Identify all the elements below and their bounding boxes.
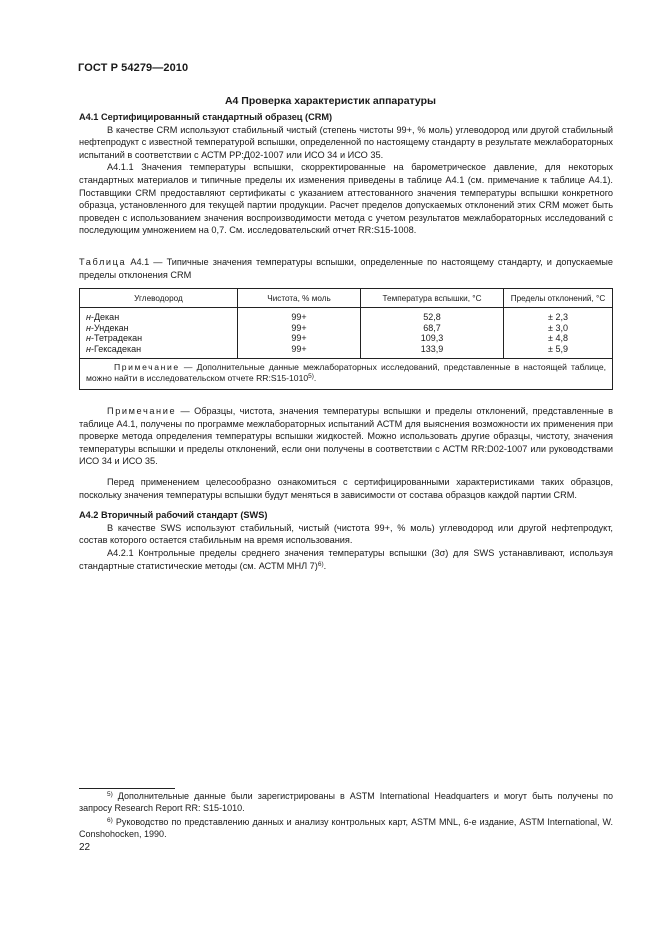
paragraph-crm-definition: В качестве CRM используют стабильный чистый (степень чистоты 99+, % моль) углеводород или другой стабильный нефтепродукт с известной температурой вспышки, определенной по настоящему стандарту в результате межлабораторных испытаний в соответствии с АСТМ РР:Д02-1007 или ИСО 34 и ИСО 35. (79, 124, 613, 160)
table-caption-text: А4.1 — Типичные значения температуры вспышки, определенные по настоящему стандарту, и допускаемые пределы отклонения CRM (79, 257, 613, 280)
subsection-title-a42: А4.2 Вторичный рабочий стандарт (SWS) (79, 510, 268, 521)
table-note-label: Примечание (114, 362, 180, 373)
column-header-hydrocarbon: Углеводород (80, 289, 238, 308)
section-a41 (79, 111, 613, 237)
cell-hydrocarbons (80, 308, 238, 359)
column-header-flash-point: Температура вспышки, °С (361, 289, 504, 308)
footnote-divider (79, 788, 175, 789)
section-notes (79, 405, 613, 572)
table-caption-label: Таблица (79, 257, 127, 267)
crm-table (79, 288, 613, 390)
footnote-5: $^{5)}$ Дополнительные данные были зарегистрированы в ASTM International Headquarters и могут быть получены по запросу Research Report RR: S15-1010. (79, 791, 613, 813)
table-row: н-Декан (86, 312, 120, 322)
paragraph-certification: Перед применением целесообразно ознакомиться с сертифицированными характеристиками таких образцов, поскольку значения температуры вспышки будут меняться в зависимости от состава образцов каждой партии CRM. (79, 476, 613, 500)
table-caption (79, 256, 613, 281)
document-code: ГОСТ Р 54279—2010 (78, 62, 189, 74)
paragraph-sws-definition: В качестве SWS используют стабильный, чистый (чистота 99+, % моль) углеводород или другой нефтепродукт, состав которого остается стабильным на время использования. (79, 522, 613, 546)
cell-tolerance: ± 2,3 ± 3,0 ± 4,8 ± 5,9 (504, 308, 613, 359)
cell-flash-point: 52,8 68,7 109,3 133,9 (361, 308, 504, 359)
column-header-purity: Чистота, % моль (238, 289, 361, 308)
note-paragraph: Примечание — Образцы, чистота, значения температуры вспышки и пределы отклонений, представленные в таблице А4.1, получены по программе межлабораторных испытаний АСТМ для выяснения возможности их применения при проверке метода определения температуры вспышки жидкостей. Можно использовать другие образцы, чистоту, значения температуры вспышки и пределы отклонений, если они получены в соответствии с АСТМ RR:D02-1007 или руководствами ИСО 34 и ИСО 35. (79, 406, 613, 467)
table-row: н-Тетрадекан (86, 333, 143, 344)
table-row: н-Гексадекан (86, 343, 142, 354)
subsection-title-a41: А4.1 Сертифицированный стандартный образец (CRM) (79, 112, 333, 122)
column-header-tolerance: Пределы отклонений, °С (504, 289, 613, 308)
note-label: Примечание (107, 406, 177, 416)
table-header-row (80, 289, 613, 308)
paragraph-a411: А4.1.1 Значения температуры вспышки, скорректированные на барометрическое давление, для некоторых стандартных материалов и типичные пределы их изменения приведены в таблице А4.1 (см. примечание к таблице А4.1). Поставщики CRM предоставляют сертификаты с указанием аттестованного значения температуры вспышки конкретного образца, установленного для текущей партии продукции. Расчет пределов допускаемых отклонений этих CRM может быть проведен с использованием значения воспроизводимости метода с учетом результатов межлабораторных исследований с последующим умножением на 0,7. См. исследовательский отчет RR:S15-1008. (79, 162, 613, 236)
table-row: н-Ундекан (86, 322, 129, 333)
paragraph-a421: А4.2.1 Контрольные пределы среднего значения температуры вспышки (3σ) для SWS устанавливают, используя стандартные статистические методы (см. АСТМ МНЛ 7)$^{6)}$. (79, 547, 613, 571)
table-note-row (80, 359, 613, 390)
page-number: 22 (79, 842, 91, 853)
table-body-row (80, 308, 613, 359)
table-note: Примечание — Дополнительные данные межлабораторных исследований, представленные в настоящей таблице, можно найти в исследовательском отчете RR:S15-1010$^{5)}$. (80, 359, 613, 390)
cell-purity: 99+ 99+ 99+ 99+ (238, 308, 361, 359)
section-title: А4 Проверка характеристик аппаратуры (224, 95, 437, 107)
footnote-6: $^{6)}$ Руководство по представлению данных и анализу контрольных карт, ASTM MNL, 6-е издание, ASTM International, W. Conshohocken, 1990. (79, 817, 613, 839)
